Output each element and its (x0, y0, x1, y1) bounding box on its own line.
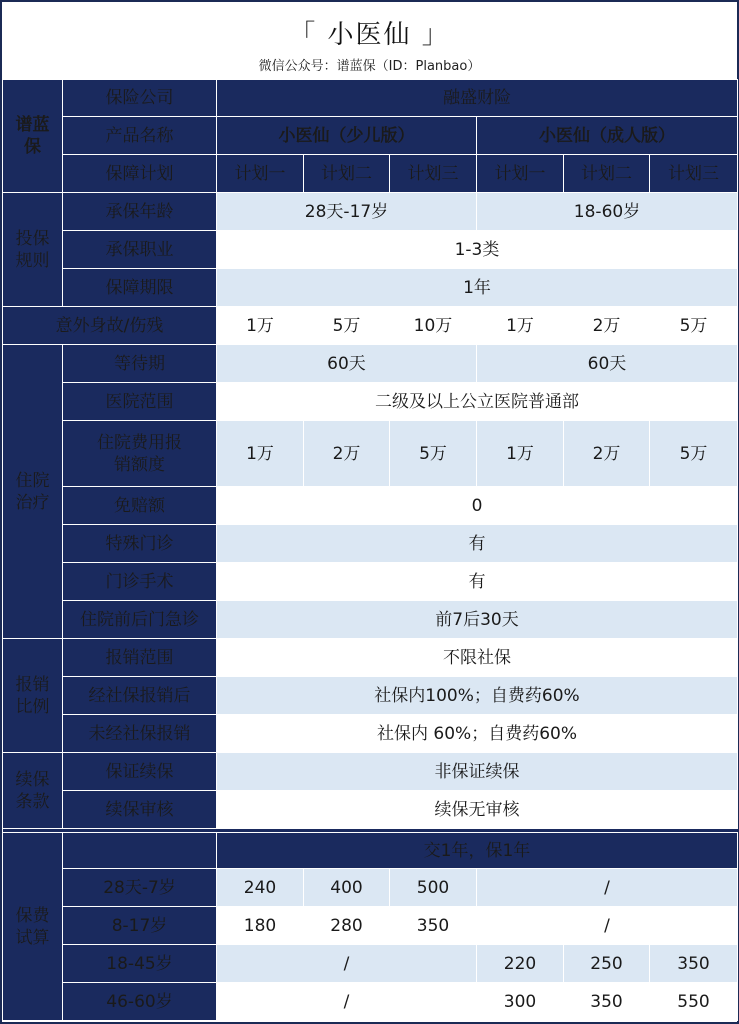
section-hospital: 住院治疗 (3, 345, 63, 639)
premium-value: 350 (650, 945, 738, 983)
guarantee-value: 非保证续保 (217, 753, 738, 791)
special-value: 有 (217, 525, 738, 563)
table-row (3, 383, 738, 421)
row-label-accident: 意外身故/伤残 (3, 307, 217, 345)
premium-age: 18-45岁 (63, 945, 217, 983)
table-row (3, 601, 738, 639)
company-value: 融盛财险 (217, 80, 738, 117)
scope-value: 二级及以上公立医院普通部 (217, 383, 738, 421)
row-label-company: 保险公司 (63, 80, 217, 117)
period-value: 1年 (217, 269, 738, 307)
row-label-job: 承保职业 (63, 231, 217, 269)
table-row (3, 791, 738, 829)
premium-na: / (477, 907, 738, 945)
table-row (3, 639, 738, 677)
limit-value: 5万 (650, 421, 738, 487)
accident-value: 2万 (564, 307, 650, 345)
table-row (3, 80, 738, 117)
premium-na: / (217, 983, 477, 1021)
section-ratio: 报销比例 (3, 639, 63, 753)
premium-value: 220 (477, 945, 564, 983)
without-si-value: 社保内 60%；自费药60% (217, 715, 738, 753)
table-row (3, 487, 738, 525)
prepost-value: 前7后30天 (217, 601, 738, 639)
row-label-plans: 保障计划 (63, 155, 217, 193)
premium-na: / (477, 869, 738, 907)
row-label-scope: 医院范围 (63, 383, 217, 421)
table-row (3, 345, 738, 383)
job-value: 1-3类 (217, 231, 738, 269)
age-adult: 18-60岁 (477, 193, 738, 231)
brand-label: 谱蓝保 (3, 80, 63, 193)
section-rules: 投保规则 (3, 193, 63, 307)
premium-value: 280 (304, 907, 390, 945)
page-subtitle: 微信公众号：谱蓝保（ID：Planbao） (258, 59, 481, 74)
plan-header: 计划二 (304, 155, 390, 193)
table-row (3, 307, 738, 345)
premium-value: 300 (477, 983, 564, 1021)
row-label-age: 承保年龄 (63, 193, 217, 231)
accident-value: 1万 (477, 307, 564, 345)
premium-value: 400 (304, 869, 390, 907)
review-value: 续保无审核 (217, 791, 738, 829)
row-label-wait: 等待期 (63, 345, 217, 383)
table-row (3, 563, 738, 601)
ratio-scope-value: 不限社保 (217, 639, 738, 677)
with-si-value: 社保内100%；自费药60% (217, 677, 738, 715)
accident-value: 10万 (390, 307, 477, 345)
plan-header: 计划三 (650, 155, 738, 193)
product-child: 小医仙（少儿版） (217, 117, 477, 155)
table-row (3, 869, 738, 907)
row-label-review: 续保审核 (63, 791, 217, 829)
premium-value: 250 (564, 945, 650, 983)
row-label-ratio-scope: 报销范围 (63, 639, 217, 677)
limit-value: 5万 (390, 421, 477, 487)
table-row (3, 907, 738, 945)
table-row (3, 231, 738, 269)
page-title: 「 小医仙 」 (289, 20, 450, 50)
limit-value: 2万 (564, 421, 650, 487)
wait-child: 60天 (217, 345, 477, 383)
accident-value: 5万 (650, 307, 738, 345)
table-row (3, 193, 738, 231)
row-label-surgery: 门诊手术 (63, 563, 217, 601)
premium-age: 8-17岁 (63, 907, 217, 945)
premium-value: 550 (650, 983, 738, 1021)
accident-value: 5万 (304, 307, 390, 345)
table-row (3, 155, 738, 193)
plan-header: 计划二 (564, 155, 650, 193)
premium-header: 交1年，保1年 (217, 833, 738, 869)
age-child: 28天-17岁 (217, 193, 477, 231)
product-adult: 小医仙（成人版） (477, 117, 738, 155)
wait-adult: 60天 (477, 345, 738, 383)
surgery-value: 有 (217, 563, 738, 601)
premium-value: 240 (217, 869, 304, 907)
table-row (3, 945, 738, 983)
limit-value: 1万 (477, 421, 564, 487)
deductible-value: 0 (217, 487, 738, 525)
premium-na: / (217, 945, 477, 983)
row-label-period: 保障期限 (63, 269, 217, 307)
plan-header: 计划一 (477, 155, 564, 193)
section-premium: 保费试算 (3, 833, 63, 1021)
row-label-deductible: 免赔额 (63, 487, 217, 525)
row-label-guarantee: 保证续保 (63, 753, 217, 791)
plan-header: 计划三 (390, 155, 477, 193)
row-label-without-si: 未经社保报销 (63, 715, 217, 753)
row-label-limit: 住院费用报销额度 (63, 421, 217, 487)
comparison-table (2, 79, 738, 1021)
row-label-with-si: 经社保报销后 (63, 677, 217, 715)
limit-value: 1万 (217, 421, 304, 487)
table-row (3, 269, 738, 307)
limit-value: 2万 (304, 421, 390, 487)
table-row (3, 983, 738, 1021)
accident-value: 1万 (217, 307, 304, 345)
plan-header: 计划一 (217, 155, 304, 193)
row-label-product: 产品名称 (63, 117, 217, 155)
table-row (3, 421, 738, 487)
table-row (3, 753, 738, 791)
table-row (3, 525, 738, 563)
premium-value: 180 (217, 907, 304, 945)
row-label-special: 特殊门诊 (63, 525, 217, 563)
row-label-prepost: 住院前后门急诊 (63, 601, 217, 639)
page-header (2, 2, 737, 78)
table-row (3, 715, 738, 753)
table-row (3, 677, 738, 715)
premium-value: 500 (390, 869, 477, 907)
premium-age: 28天-7岁 (63, 869, 217, 907)
section-renew: 续保条款 (3, 753, 63, 829)
premium-value: 350 (390, 907, 477, 945)
premium-age: 46-60岁 (63, 983, 217, 1021)
premium-value: 350 (564, 983, 650, 1021)
table-row (3, 117, 738, 155)
table-row (3, 833, 738, 869)
